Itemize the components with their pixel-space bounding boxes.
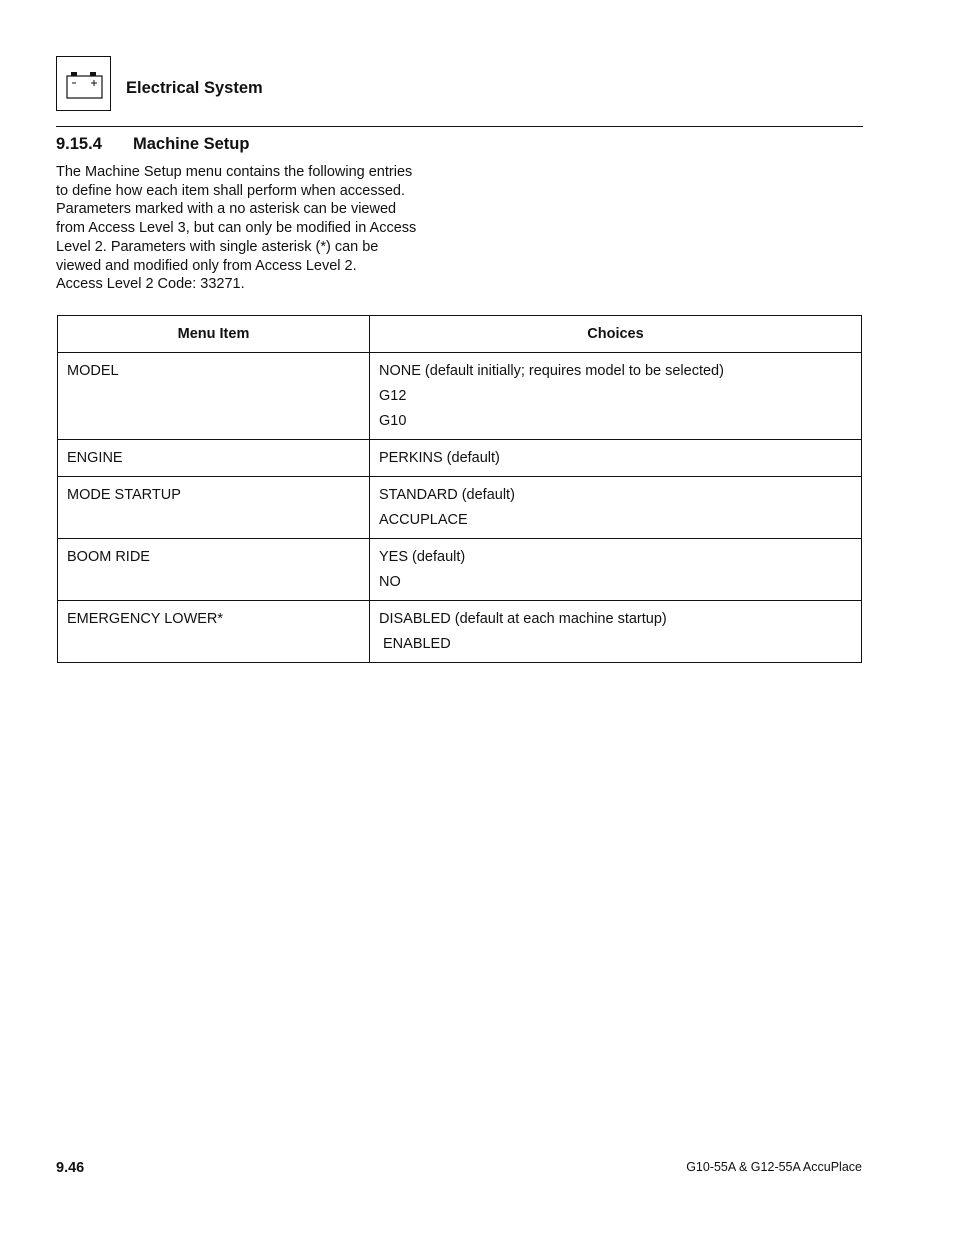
subsection-number: 9.15.4 bbox=[56, 135, 102, 153]
choice-option: G10 bbox=[379, 413, 407, 429]
choice-option: DISABLED (default at each machine startup) bbox=[379, 611, 667, 627]
subsection-heading bbox=[56, 135, 249, 154]
choice-option: STANDARD (default) bbox=[379, 487, 515, 503]
menu-item-cell bbox=[58, 601, 370, 663]
header-menu-item: Menu Item bbox=[58, 316, 370, 353]
battery-icon bbox=[56, 56, 111, 111]
menu-item-label: EMERGENCY LOWER* bbox=[67, 611, 224, 627]
section-title: Electrical System bbox=[126, 79, 263, 97]
table-row bbox=[58, 353, 862, 440]
choice-option: YES (default) bbox=[379, 549, 466, 565]
menu-item-cell bbox=[58, 477, 370, 539]
table-row bbox=[58, 440, 862, 477]
menu-item-label: BOOM RIDE bbox=[67, 549, 150, 565]
choice-option: NO bbox=[379, 574, 401, 590]
intro-line: Access Level 2 Code: 33271. bbox=[56, 276, 245, 293]
table-row bbox=[58, 477, 862, 539]
intro-line: Level 2. Parameters with single asterisk (*) can be bbox=[56, 238, 379, 255]
page-number: 9.46 bbox=[56, 1160, 85, 1176]
menu-item-label: ENGINE bbox=[67, 450, 123, 466]
menu-item-label: MODEL bbox=[67, 363, 119, 379]
choices-cell bbox=[370, 440, 862, 477]
intro-line: to define how each item shall perform when accessed. bbox=[56, 182, 405, 199]
machine-setup-table bbox=[57, 315, 862, 663]
choice-option: PERKINS (default) bbox=[379, 450, 500, 466]
intro-line: from Access Level 3, but can only be modified in Access bbox=[56, 220, 417, 237]
choice-option: NONE (default initially; requires model to be selected) bbox=[379, 363, 724, 379]
choice-option: G12 bbox=[379, 388, 407, 404]
intro-paragraph bbox=[56, 163, 456, 294]
intro-line: viewed and modified only from Access Level 2. bbox=[56, 257, 357, 274]
subsection-title: Machine Setup bbox=[133, 135, 250, 153]
menu-item-label: MODE STARTUP bbox=[67, 487, 181, 503]
choice-option: ENABLED bbox=[383, 636, 451, 652]
menu-item-cell bbox=[58, 353, 370, 440]
footer-model: G10-55A & G12-55A AccuPlace bbox=[686, 1160, 862, 1174]
choices-cell bbox=[370, 353, 862, 440]
table-header-row bbox=[58, 316, 862, 353]
intro-line: Parameters marked with a no asterisk can be viewed bbox=[56, 201, 397, 218]
menu-item-cell bbox=[58, 539, 370, 601]
choices-cell bbox=[370, 477, 862, 539]
table-row bbox=[58, 601, 862, 663]
intro-line: The Machine Setup menu contains the following entries bbox=[56, 164, 413, 180]
battery-icon-graphic bbox=[57, 57, 112, 112]
header-divider bbox=[56, 126, 863, 127]
menu-item-cell bbox=[58, 440, 370, 477]
table-row bbox=[58, 539, 862, 601]
choice-option: ACCUPLACE bbox=[379, 512, 468, 528]
header-choices: Choices bbox=[370, 316, 862, 353]
choices-cell bbox=[370, 539, 862, 601]
choices-cell bbox=[370, 601, 862, 663]
